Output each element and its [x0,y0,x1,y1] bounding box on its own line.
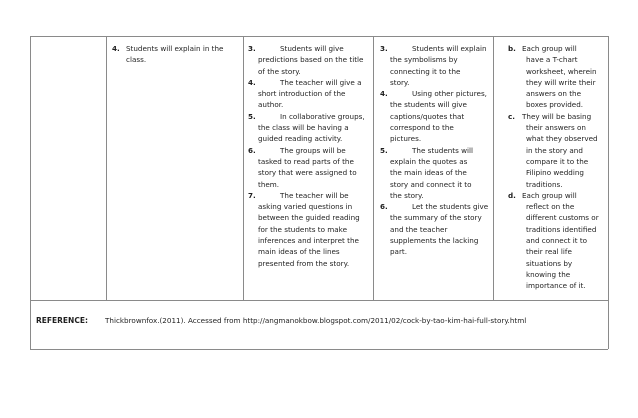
list-line [380,224,488,235]
list-line [248,235,365,246]
list-number [380,212,390,223]
list-number [508,66,522,77]
list-text: author. [258,100,284,110]
list-number [380,99,390,110]
list-number: b. [508,44,516,53]
list-number [508,167,522,178]
list-line [248,201,365,212]
reference-text: Thickbrownfox.(2011). Accessed from http://angmanokbow.blogspot.com/2011/02/cock-by-tao-kim-hai-full-story.html [105,316,527,325]
list-line [508,54,599,65]
list-line [508,77,599,88]
list-number [380,133,390,144]
list-text: Filipino wedding [526,168,584,178]
list-line [508,179,599,190]
activity-cell-1 [112,43,223,66]
list-line [380,156,488,167]
list-line [508,156,599,167]
list-line [508,190,599,201]
list-line [248,77,365,88]
list-line [380,145,488,156]
list-number: c. [508,111,515,121]
list-number [248,99,258,110]
list-line [248,156,365,167]
table-right-border [608,36,609,349]
list-text: the story. [390,190,424,200]
list-text: in the story and [526,145,583,155]
list-number [380,179,390,190]
column-divider-3 [373,36,374,300]
list-text: the class will be having a [258,123,349,133]
list-line [380,190,488,201]
list-line [380,88,488,99]
list-number [380,190,390,201]
list-number [248,66,258,77]
list-number: 3. [380,44,388,53]
list-text: Using other pictures, [412,89,487,99]
list-number [380,235,390,246]
list-number [248,224,258,235]
list-line [380,99,488,110]
reference-label: REFERENCE: [36,316,88,325]
list-line [248,224,365,235]
list-text: asking varied questions in [258,202,353,212]
list-text: the symbolisms by [390,55,458,65]
list-number [380,246,390,257]
list-text: presented from the story. [258,258,350,268]
list-text: Each group will [522,44,577,53]
list-text: reflect on the [526,202,575,212]
list-number [508,133,522,144]
list-text: their real life [526,247,572,257]
list-line [248,43,365,54]
list-text: worksheet, wherein [526,66,597,76]
list-number [248,133,258,144]
list-line [508,246,599,257]
list-text: The teacher will give a [280,77,362,87]
list-text: story and connect it to [390,179,472,189]
list-number [508,269,522,280]
list-number [508,201,522,212]
list-line [380,43,488,54]
list-text: knowing the [526,269,571,279]
list-text: pictures. [390,134,422,144]
list-line [248,133,365,144]
list-line [248,212,365,223]
list-text: the main ideas of the [390,168,467,178]
list-text: traditions. [526,179,563,189]
list-text: what they observed [526,134,598,144]
list-text: answers on the [526,89,582,99]
list-number [380,111,390,122]
list-text: predictions based on the title [258,55,364,65]
list-number [248,258,258,269]
list-number [380,156,390,167]
list-text: story. [390,77,410,87]
list-text: boxes provided. [526,100,584,110]
list-text: for the students to make [258,224,347,234]
list-number [248,201,258,212]
list-text: Students will give [280,44,344,53]
list-text: between the guided reading [258,213,360,223]
list-number [508,280,522,291]
list-number [380,77,390,88]
list-line [508,122,599,133]
list-number: 4. [248,77,256,87]
list-line [380,77,488,88]
list-number: 4. [380,89,388,99]
activity-cell-4 [508,43,599,292]
list-text: Students will explain [412,44,487,53]
list-text: part. [390,247,408,257]
list-text: the summary of the story [390,213,482,223]
list-line [248,99,365,110]
column-divider-1 [106,36,107,300]
list-number [508,156,522,167]
list-number: 4. [112,44,120,53]
list-line [508,201,599,212]
list-line [112,43,223,54]
list-text: their answers on [526,123,586,133]
list-text: main ideas of the lines [258,247,340,257]
list-line [380,66,488,77]
list-number [508,145,522,156]
list-text: situations by [526,258,573,268]
activity-cell-2 [248,43,365,269]
list-number [248,167,258,178]
list-line [380,54,488,65]
list-text: them. [258,179,280,189]
list-line [508,99,599,110]
list-number [508,246,522,257]
list-number: 5. [248,111,256,121]
list-line [380,212,488,223]
list-line [508,280,599,291]
list-text: Let the students give [412,202,489,212]
list-text: supplements the lacking [390,236,479,246]
list-line [248,167,365,178]
list-line [508,133,599,144]
list-text: they will write their [526,77,596,87]
list-number [508,258,522,269]
list-text: different customs or [526,213,599,223]
list-line [380,235,488,246]
list-line [248,145,365,156]
list-text: compare it to the [526,156,589,166]
list-text: story that were assigned to [258,168,357,178]
list-line [248,246,365,257]
list-number [248,54,258,65]
table-bottom-border [30,349,608,350]
list-line [380,179,488,190]
list-line [508,43,599,54]
list-line [248,122,365,133]
list-line [248,190,365,201]
list-number [248,212,258,223]
list-number: 6. [380,202,388,212]
list-number [248,156,258,167]
list-line [248,111,365,122]
list-line [508,224,599,235]
list-text: They will be basing [522,111,592,121]
list-line [380,246,488,257]
list-number [380,224,390,235]
list-line [508,111,599,122]
list-text: The teacher will be [280,190,349,200]
table-row-divider [30,300,608,301]
list-text: the students will give [390,100,467,110]
list-number [508,179,522,190]
list-text: The students will [412,145,474,155]
list-number [508,54,522,65]
list-number [508,224,522,235]
list-line [508,167,599,178]
list-text: captions/quotes that [390,111,465,121]
list-line [112,54,223,65]
column-divider-4 [493,36,494,300]
list-line [248,54,365,65]
list-line [508,212,599,223]
list-text: inferences and interpret the [258,236,359,246]
list-number: 7. [248,190,256,200]
table-top-border [30,36,608,37]
list-number: d. [508,190,516,200]
list-line [380,111,488,122]
list-text: importance of it. [526,281,586,291]
list-line [380,167,488,178]
list-line [380,201,488,212]
list-number [248,246,258,257]
list-text: guided reading activity. [258,134,343,144]
list-text: Each group will [522,190,577,200]
list-number: 3. [248,44,256,53]
list-number: 5. [380,145,388,155]
list-number: 6. [248,145,256,155]
list-number [248,235,258,246]
list-text: traditions identified [526,224,597,234]
list-line [508,145,599,156]
list-text: have a T-chart [526,55,578,65]
list-text: tasked to read parts of the [258,156,354,166]
list-line [508,269,599,280]
list-line [248,258,365,269]
list-number [248,88,258,99]
list-text: of the story. [258,66,301,76]
column-divider-2 [243,36,244,300]
list-line [380,122,488,133]
list-line [380,133,488,144]
list-number [508,88,522,99]
activity-cell-3 [380,43,488,258]
list-text: and connect it to [526,236,588,246]
list-text: short introduction of the [258,89,346,99]
list-text: In collaborative groups, [280,111,365,121]
list-number [380,66,390,77]
list-number [380,122,390,133]
list-line [508,235,599,246]
list-number [508,122,522,133]
list-number [248,179,258,190]
list-text: connecting it to the [390,66,461,76]
list-line [248,179,365,190]
list-number [112,54,122,65]
list-text: The groups will be [280,145,346,155]
list-number [508,99,522,110]
list-number [248,122,258,133]
list-text: correspond to the [390,123,454,133]
list-text: explain the quotes as [390,156,468,166]
list-line [248,66,365,77]
list-line [248,88,365,99]
list-line [508,88,599,99]
list-text: and the teacher [390,224,448,234]
list-line [508,66,599,77]
list-number [508,77,522,88]
table-left-border [30,36,31,349]
list-text: class. [126,55,147,65]
list-line [508,258,599,269]
list-number [380,54,390,65]
list-number [508,235,522,246]
list-text: Students will explain in the [126,44,224,53]
list-number [380,167,390,178]
list-number [508,212,522,223]
